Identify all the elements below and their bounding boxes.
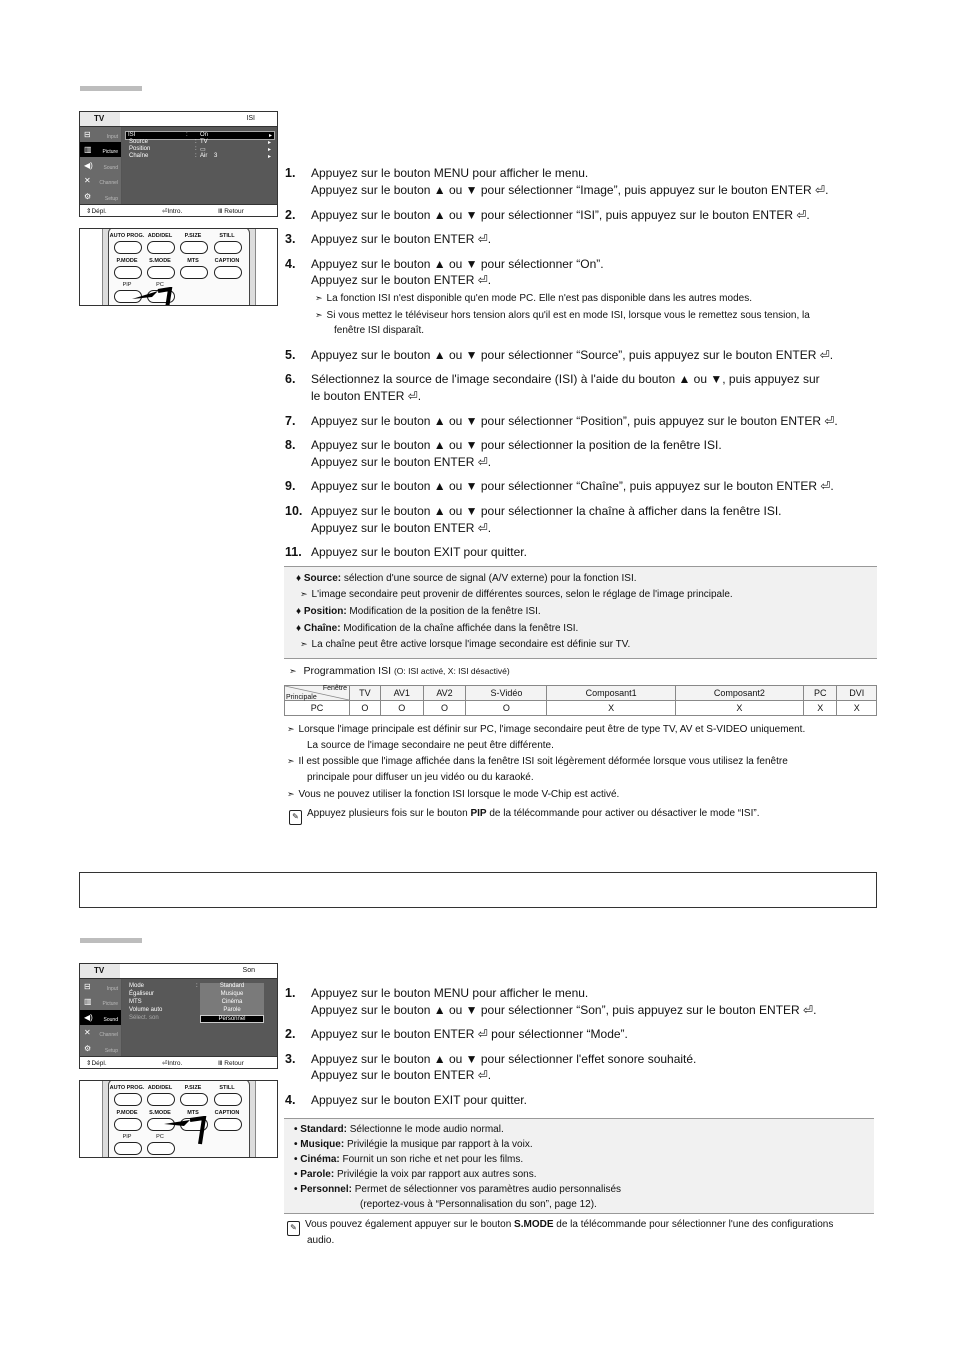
arrow-right-icon: ▸ <box>268 133 272 139</box>
pointer-hand-icon <box>130 287 180 306</box>
tv-menu-isi <box>79 111 278 217</box>
arrow-right-icon: ▸ <box>267 147 271 153</box>
section-marker <box>80 86 142 91</box>
sidebar-item-sound[interactable]: ◀) Sound <box>80 1010 121 1025</box>
menu-row-chaine[interactable]: Chaîne : Air 3 ▸ <box>129 153 271 160</box>
sidebar-item-setup[interactable]: ⚙ Setup <box>84 1044 118 1054</box>
add-del-button[interactable] <box>147 241 175 254</box>
arrow-right-icon: ▸ <box>267 154 271 160</box>
sidebar-item-picture[interactable]: ▥ Picture <box>80 142 121 157</box>
caption-button[interactable] <box>214 266 242 279</box>
pointer-hand-icon <box>162 1116 212 1146</box>
sidebar-item-setup[interactable]: ⚙ Setup <box>84 192 118 202</box>
menu-row-position[interactable]: Position : ▭ ▸ <box>129 146 271 153</box>
note: ➣ Vous ne pouvez utiliser la fonction ISI lorsque le mode V-Chip est activé. <box>287 789 620 800</box>
channel-icon: ✕ <box>84 176 91 185</box>
note-arrow-icon: ➣ <box>315 293 321 303</box>
note-arrow-icon: ➣ <box>289 666 295 676</box>
table-row: Fenêtre Principale TV AV1 AV2 S-Vidéo Composant1 Composant2 PC DVI <box>285 686 877 701</box>
p-mode-button[interactable] <box>114 266 142 279</box>
arrow-right-icon: ▸ <box>267 140 271 146</box>
memo-icon: ✎ <box>287 1221 300 1236</box>
table-title: ➣ Programmation ISI (O: ISI activé, X: ISI désactivé) <box>289 665 510 677</box>
menu-header-left: TV <box>94 114 105 123</box>
auto-prog-button[interactable] <box>114 1093 142 1106</box>
remote-isi: AUTO PROG. ADD/DEL P.SIZE STILL P.MODE S.MODE MTS CAPTION PIP PC <box>79 228 278 306</box>
menu-header-right: Son <box>242 967 255 974</box>
memo-note: ✎ Vous pouvez également appuyer sur le bouton S.MODE de la télécommande pour sélectionner l'une des configurations <box>287 1217 833 1236</box>
section-marker <box>80 938 142 943</box>
still-button[interactable] <box>214 1093 242 1106</box>
sidebar-item-input[interactable]: ⊟ Input <box>84 982 118 992</box>
note: ➣ Il est possible que l'image affichée dans la fenêtre ISI soit légèrement déformée lorsque vous utilisez la fenêtre <box>287 756 788 767</box>
note-arrow-icon: ➣ <box>300 589 306 599</box>
note-arrow-icon: ➣ <box>315 310 321 320</box>
s-mode-button[interactable] <box>147 266 175 279</box>
p-size-button[interactable] <box>180 241 208 254</box>
menu-header-right: ISI <box>246 115 255 122</box>
picture-icon: ▥ <box>84 145 92 154</box>
son-info-box: • Standard: Sélectionne le mode audio normal. • Musique: Privilégie la musique par rapport à la voix. • Cinéma: Fournit un son riche et net pour les films. • Parole: Privilégie la voix par rapport aux autres sons. • Personnel: Permet de sélectionner vos paramètres audio personnalisés (reportez-vous à “Personnalisation du son”, page 12). <box>284 1118 874 1214</box>
note-arrow-icon: ➣ <box>287 724 293 734</box>
note: ➣ Lorsque l'image principale est définir sur PC, l'image secondaire peut être de type TV, AV et S-VIDEO uniquement. <box>287 724 806 735</box>
note-arrow-icon: ➣ <box>300 639 306 649</box>
mode-options-list: Standard Musique Cinéma Parole Personnel <box>200 983 264 1022</box>
channel-icon: ✕ <box>84 1028 91 1037</box>
picture-icon: ▥ <box>84 997 92 1006</box>
sound-icon: ◀) <box>84 161 93 170</box>
mts-button[interactable] <box>180 266 208 279</box>
menu-footer: ⇕Dépl. ⏎Intro. Ⅲ Retour <box>80 204 277 216</box>
note: ➣ La fonction ISI n'est disponible qu'en mode PC. Elle n'est pas disponible dans les autres modes. <box>315 293 752 304</box>
menu-sidebar <box>80 127 121 204</box>
menu-content: Mode Égaliseur MTS Volume auto Sélect. son : Standard Musique Cinéma Parole Personnel <box>122 979 277 1056</box>
still-button[interactable] <box>214 241 242 254</box>
setup-icon: ⚙ <box>84 192 92 201</box>
isi-table <box>284 685 877 716</box>
isi-info-box: ♦ Source: sélection d'une source de signal (A/V externe) pour la fonction ISI. ➣ L'image secondaire peut provenir de différentes sources, selon le réglage de l'image principale. ♦ Position: Modification de la position de la fenêtre ISI. ♦ Chaîne: Modification de la chaîne affichée dans la fenêtre ISI. ➣ La chaîne peut être active lorsque l'image secondaire est définie sur TV. <box>284 566 877 659</box>
note-arrow-icon: ➣ <box>287 756 293 766</box>
memo-note: ✎ Appuyez plusieurs fois sur le bouton PIP de la télécommande pour activer ou désactiver le mode “ISI”. <box>289 806 759 825</box>
menu-row-isi[interactable]: ISI : On ▸ <box>125 131 275 140</box>
note: ➣ Si vous mettez le téléviseur hors tension alors qu'il est en mode ISI, lorsque vous le remettez sous tension, la <box>315 310 810 321</box>
caption-button[interactable] <box>214 1118 242 1131</box>
auto-prog-button[interactable] <box>114 241 142 254</box>
setup-icon: ⚙ <box>84 1044 92 1053</box>
p-mode-button[interactable] <box>114 1118 142 1131</box>
note-arrow-icon: ➣ <box>287 789 293 799</box>
sidebar-item-picture[interactable]: ▥ Picture <box>84 997 118 1007</box>
menu-header-left: TV <box>94 966 105 975</box>
menu-content <box>122 127 277 204</box>
menu-footer: ⇕Dépl. ⏎Intro. Ⅲ Retour <box>80 1056 277 1068</box>
input-icon: ⊟ <box>84 130 91 139</box>
sound-icon: ◀) <box>84 1013 93 1022</box>
sidebar-item-sound[interactable]: ◀) Sound <box>84 161 118 171</box>
tv-menu-son <box>79 963 278 1069</box>
input-icon: ⊟ <box>84 982 91 991</box>
pip-button[interactable] <box>114 1142 142 1155</box>
section-title-box <box>79 872 877 908</box>
sidebar-item-channel[interactable]: ✕ Channel <box>84 1028 118 1038</box>
p-size-button[interactable] <box>180 1093 208 1106</box>
table-row: PC O O O O X X X X <box>285 701 877 716</box>
menu-row-source[interactable]: Source : TV ▸ <box>129 139 271 146</box>
add-del-button[interactable] <box>147 1093 175 1106</box>
sidebar-item-channel[interactable]: ✕ Channel <box>84 176 118 186</box>
menu-sidebar <box>80 979 121 1056</box>
memo-icon: ✎ <box>289 810 302 825</box>
remote-son: AUTO PROG. ADD/DEL P.SIZE STILL P.MODE S.MODE MTS CAPTION PIP PC <box>79 1080 278 1158</box>
sidebar-item-input[interactable]: ⊟ Input <box>84 130 118 140</box>
